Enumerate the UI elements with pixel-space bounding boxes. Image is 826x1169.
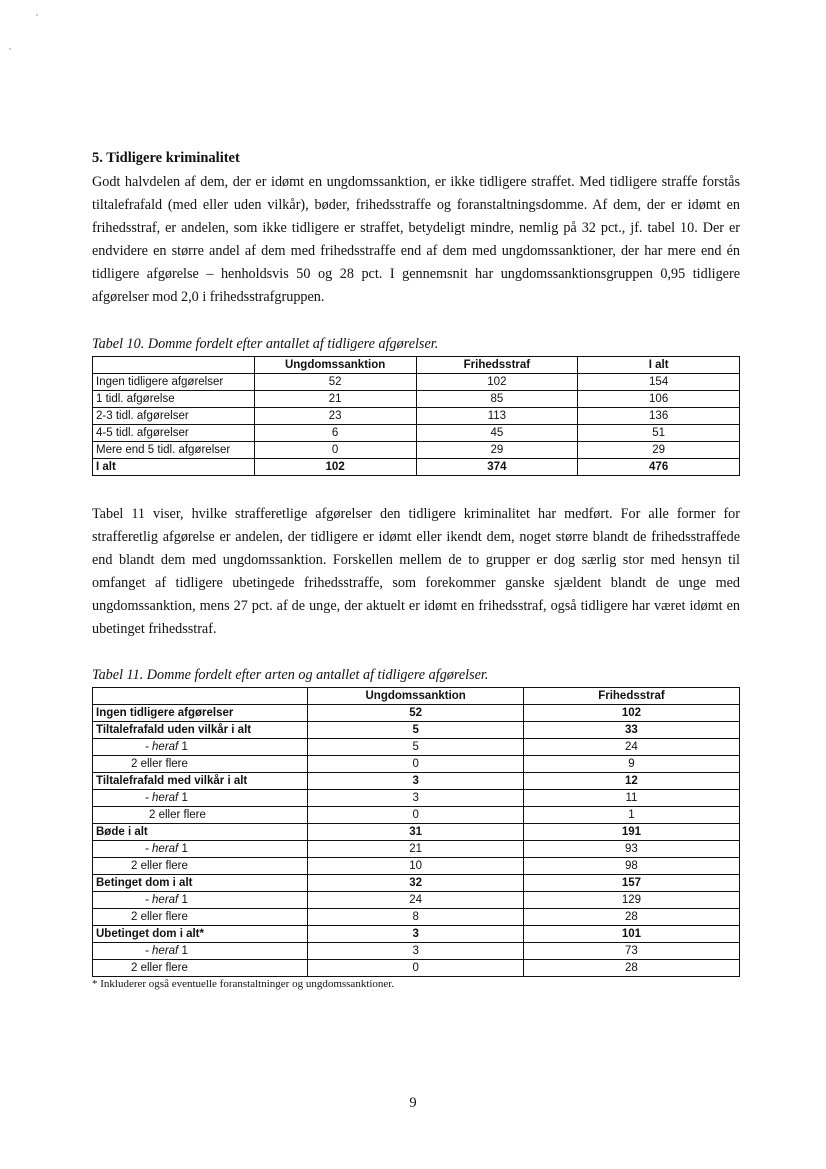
cell-value: 374	[416, 459, 578, 476]
cell-value: 3	[308, 926, 523, 943]
cell-value: 28	[523, 960, 739, 977]
table-header-row	[93, 357, 740, 374]
cell-value: 0	[254, 442, 416, 459]
cell-value: 28	[523, 909, 739, 926]
cell-value: 23	[254, 408, 416, 425]
cell-value: 1	[523, 807, 739, 824]
header-cell	[93, 357, 255, 374]
row-label: Mere end 5 tidl. afgørelser	[93, 442, 255, 459]
row-label: - heraf 1	[93, 739, 308, 756]
row-label: I alt	[93, 459, 255, 476]
cell-value: 136	[578, 408, 740, 425]
row-label: 2 eller flere	[93, 909, 308, 926]
cell-value: 5	[308, 722, 523, 739]
cell-value: 45	[416, 425, 578, 442]
cell-value: 191	[523, 824, 739, 841]
table-row	[93, 790, 740, 807]
cell-value: 24	[308, 892, 523, 909]
cell-value: 101	[523, 926, 739, 943]
cell-value: 102	[254, 459, 416, 476]
table11-footnote: * Inkluderer også eventuelle foranstaltninger og ungdomssanktioner.	[92, 978, 395, 990]
table-row	[93, 408, 740, 425]
scan-speck	[9, 48, 11, 50]
cell-value: 31	[308, 824, 523, 841]
cell-value: 29	[416, 442, 578, 459]
cell-value: 0	[308, 960, 523, 977]
cell-value: 93	[523, 841, 739, 858]
cell-value: 113	[416, 408, 578, 425]
cell-value: 52	[308, 705, 523, 722]
paragraph-1: Godt halvdelen af dem, der er idømt en ungdomssanktion, er ikke tidligere straffet. Med tidligere straffe forstås tiltalefrafald (med eller uden vilkår), bøder, frihedsstraffe og foranstaltningsdomme. Af dem, der er idømt en frihedsstraf, er andelen, som ikke tidligere er straffet, betydeligt mindre, nemlig på 32 pct., jf. tabel 10. Der er endvidere en større andel af dem med frihedsstraffe end af dem med ungdomssanktioner, der har mere end én tidligere afgørelse – henholdsvis 50 og 28 pct. I gennemsnit har ungdomssanktionsgruppen 0,95 tidligere afgørelser mod 2,0 i frihedsstrafgruppen.	[92, 174, 740, 305]
cell-value: 98	[523, 858, 739, 875]
cell-value: 157	[523, 875, 739, 892]
header-cell: I alt	[578, 357, 740, 374]
table-row	[93, 374, 740, 391]
cell-value: 12	[523, 773, 739, 790]
cell-value: 6	[254, 425, 416, 442]
row-label: 1 tidl. afgørelse	[93, 391, 255, 408]
row-label: Ubetinget dom i alt*	[93, 926, 308, 943]
table-row	[93, 926, 740, 943]
header-cell: Frihedsstraf	[523, 688, 739, 705]
header-cell: Ungdomssanktion	[308, 688, 523, 705]
table-row	[93, 756, 740, 773]
table-10	[92, 356, 740, 476]
cell-value: 52	[254, 374, 416, 391]
table-row	[93, 892, 740, 909]
section-previous-crime	[92, 150, 740, 990]
row-label: 2 eller flere	[93, 960, 308, 977]
row-label: Betinget dom i alt	[93, 875, 308, 892]
table-row	[93, 807, 740, 824]
cell-value: 476	[578, 459, 740, 476]
paragraph-2: Tabel 11 viser, hvilke strafferetlige afgørelser den tidligere kriminalitet har medført. For alle former for strafferetlig afgørelse er andelen, der tidligere er idømt eller ikendt dem, noget større blandt de frihedsstraffede end blandt dem med ungdomssanktion. Forskellen mellem de to grupper er dog særlig stor med hensyn til omfanget af tidligere ubetingede frihedsstraffe, som forekommer ganske sjældent blandt de unge med ungdomssanktion, mens 27 pct. af de unge, der aktuelt er idømt en frihedsstraf, også tidligere har været idømt en ubetinget frihedsstraf.	[92, 506, 740, 637]
row-label: 2-3 tidl. afgørelser	[93, 408, 255, 425]
table-header-row	[93, 688, 740, 705]
cell-value: 9	[523, 756, 739, 773]
table-row	[93, 442, 740, 459]
cell-value: 32	[308, 875, 523, 892]
row-label: Ingen tidligere afgørelser	[93, 374, 255, 391]
table-row	[93, 391, 740, 408]
table10-caption: Tabel 10. Domme fordelt efter antallet af tidligere afgørelser.	[92, 336, 439, 352]
cell-value: 33	[523, 722, 739, 739]
row-label: 2 eller flere	[93, 858, 308, 875]
cell-value: 129	[523, 892, 739, 909]
row-label: Bøde i alt	[93, 824, 308, 841]
row-label: - heraf 1	[93, 943, 308, 960]
cell-value: 3	[308, 790, 523, 807]
row-label: - heraf 1	[93, 892, 308, 909]
cell-value: 73	[523, 943, 739, 960]
scan-speck	[36, 14, 38, 16]
header-cell: Frihedsstraf	[416, 357, 578, 374]
row-label: Tiltalefrafald med vilkår i alt	[93, 773, 308, 790]
row-label: 2 eller flere	[93, 756, 308, 773]
table-row	[93, 960, 740, 977]
table-row	[93, 824, 740, 841]
table-total-row	[93, 459, 740, 476]
table11-caption: Tabel 11. Domme fordelt efter arten og antallet af tidligere afgørelser.	[92, 667, 489, 683]
row-label: - heraf 1	[93, 790, 308, 807]
cell-value: 0	[308, 756, 523, 773]
cell-value: 8	[308, 909, 523, 926]
row-label: 2 eller flere	[93, 807, 308, 824]
cell-value: 154	[578, 374, 740, 391]
cell-value: 21	[254, 391, 416, 408]
cell-value: 29	[578, 442, 740, 459]
table-row	[93, 722, 740, 739]
table-row	[93, 943, 740, 960]
cell-value: 3	[308, 773, 523, 790]
cell-value: 11	[523, 790, 739, 807]
row-label: - heraf 1	[93, 841, 308, 858]
cell-value: 3	[308, 943, 523, 960]
cell-value: 51	[578, 425, 740, 442]
table-row	[93, 875, 740, 892]
cell-value: 5	[308, 739, 523, 756]
cell-value: 106	[578, 391, 740, 408]
table-row	[93, 705, 740, 722]
table-row	[93, 841, 740, 858]
page-number: 9	[409, 1095, 417, 1111]
cell-value: 10	[308, 858, 523, 875]
cell-value: 21	[308, 841, 523, 858]
cell-value: 24	[523, 739, 739, 756]
section-heading: 5. Tidligere kriminalitet	[92, 150, 240, 166]
table-row	[93, 858, 740, 875]
header-cell	[93, 688, 308, 705]
table-row	[93, 773, 740, 790]
table-row	[93, 425, 740, 442]
cell-value: 85	[416, 391, 578, 408]
header-cell: Ungdomssanktion	[254, 357, 416, 374]
table-11	[92, 687, 740, 977]
cell-value: 102	[416, 374, 578, 391]
cell-value: 0	[308, 807, 523, 824]
row-label: Tiltalefrafald uden vilkår i alt	[93, 722, 308, 739]
row-label: 4-5 tidl. afgørelser	[93, 425, 255, 442]
table-row	[93, 909, 740, 926]
table-row	[93, 739, 740, 756]
cell-value: 102	[523, 705, 739, 722]
row-label: Ingen tidligere afgørelser	[93, 705, 308, 722]
